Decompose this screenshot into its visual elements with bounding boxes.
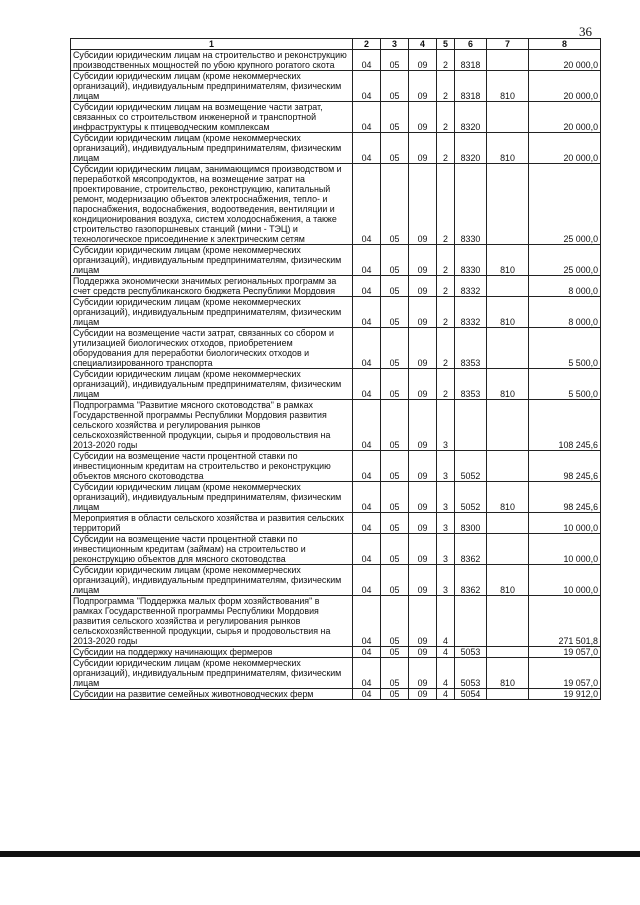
cell-code: 04: [353, 133, 381, 164]
cell-amount: 8 000,0: [529, 276, 601, 297]
cell-amount: 98 245,6: [529, 451, 601, 482]
cell-code: 05: [381, 451, 409, 482]
cell-amount: 25 000,0: [529, 245, 601, 276]
cell-code: [487, 513, 529, 534]
cell-amount: 20 000,0: [529, 133, 601, 164]
table-row: [71, 451, 601, 482]
cell-code: 3: [437, 451, 455, 482]
cell-code: 2: [437, 164, 455, 245]
cell-code: 05: [381, 133, 409, 164]
row-name: Субсидии юридическим лицам (кроме некоммерческих организаций), индивидуальным предпринимателям, физическим лицам: [71, 297, 353, 328]
column-header: 5: [437, 39, 455, 50]
bottom-rule: [0, 851, 640, 857]
row-name: Субсидии юридическим лицам (кроме некоммерческих организаций), индивидуальным предпринимателям, физическим лицам: [71, 245, 353, 276]
cell-amount: 5 500,0: [529, 369, 601, 400]
cell-code: 09: [409, 534, 437, 565]
cell-amount: 8 000,0: [529, 297, 601, 328]
cell-code: 3: [437, 534, 455, 565]
table-row: [71, 369, 601, 400]
cell-code: 8362: [455, 534, 487, 565]
table-row: [71, 50, 601, 71]
cell-code: 04: [353, 565, 381, 596]
cell-code: 04: [353, 164, 381, 245]
cell-code: 8332: [455, 297, 487, 328]
cell-code: 05: [381, 565, 409, 596]
cell-amount: 20 000,0: [529, 102, 601, 133]
cell-code: 09: [409, 133, 437, 164]
cell-code: 09: [409, 50, 437, 71]
cell-code: 810: [487, 133, 529, 164]
row-name: Субсидии юридическим лицам (кроме некоммерческих организаций), индивидуальным предпринимателям, физическим лицам: [71, 658, 353, 689]
cell-code: 09: [409, 565, 437, 596]
table-row: [71, 647, 601, 658]
cell-amount: 271 501,8: [529, 596, 601, 647]
cell-code: 3: [437, 513, 455, 534]
cell-code: 09: [409, 164, 437, 245]
cell-code: 09: [409, 451, 437, 482]
cell-code: 8320: [455, 133, 487, 164]
cell-code: 04: [353, 689, 381, 700]
cell-code: 04: [353, 513, 381, 534]
cell-code: 09: [409, 482, 437, 513]
row-name: Субсидии на поддержку начинающих фермеров: [71, 647, 353, 658]
cell-code: 09: [409, 689, 437, 700]
cell-code: 04: [353, 297, 381, 328]
table-row: [71, 513, 601, 534]
cell-amount: 19 057,0: [529, 658, 601, 689]
cell-amount: 108 245,6: [529, 400, 601, 451]
cell-code: 05: [381, 482, 409, 513]
row-name: Субсидии на возмещение части процентной ставки по инвестиционным кредитам (займам) на строительство и реконструкцию объектов для мясного скотоводства: [71, 534, 353, 565]
table-row: [71, 689, 601, 700]
cell-code: 04: [353, 50, 381, 71]
cell-code: [487, 164, 529, 245]
cell-code: 3: [437, 482, 455, 513]
cell-code: 2: [437, 133, 455, 164]
cell-code: 2: [437, 297, 455, 328]
cell-amount: 25 000,0: [529, 164, 601, 245]
cell-code: [487, 50, 529, 71]
cell-code: 5053: [455, 647, 487, 658]
cell-code: 2: [437, 102, 455, 133]
table-row: [71, 482, 601, 513]
column-header: 7: [487, 39, 529, 50]
cell-code: 2: [437, 328, 455, 369]
cell-code: 5053: [455, 658, 487, 689]
cell-code: [487, 647, 529, 658]
cell-code: 05: [381, 71, 409, 102]
row-name: Подпрограмма "Развитие мясного скотоводства" в рамках Государственной программы Республики Мордовия развития сельского хозяйства и регулирования рынков сельскохозяйственной продукции, сырья и продовольствия на 2013-2020 годы: [71, 400, 353, 451]
cell-code: 810: [487, 658, 529, 689]
table-row: [71, 534, 601, 565]
cell-code: 05: [381, 369, 409, 400]
cell-amount: 19 912,0: [529, 689, 601, 700]
cell-code: 05: [381, 50, 409, 71]
cell-amount: 20 000,0: [529, 71, 601, 102]
cell-code: [487, 102, 529, 133]
column-header: 1: [71, 39, 353, 50]
cell-code: 8318: [455, 71, 487, 102]
cell-code: 05: [381, 400, 409, 451]
row-name: Субсидии юридическим лицам (кроме некоммерческих организаций), индивидуальным предпринимателям, физическим лицам: [71, 71, 353, 102]
cell-code: 5052: [455, 482, 487, 513]
row-name: Субсидии юридическим лицам на строительство и реконструкцию производственных мощностей по убою крупного рогатого скота: [71, 50, 353, 71]
cell-code: 05: [381, 328, 409, 369]
cell-code: 8320: [455, 102, 487, 133]
table-row: [71, 164, 601, 245]
cell-code: 05: [381, 245, 409, 276]
cell-code: [487, 328, 529, 369]
cell-code: 09: [409, 369, 437, 400]
cell-code: 04: [353, 369, 381, 400]
column-header: 3: [381, 39, 409, 50]
row-name: Поддержка экономически значимых региональных программ за счет средств республиканского бюджета Республики Мордовия: [71, 276, 353, 297]
cell-code: [487, 534, 529, 565]
table-row: [71, 102, 601, 133]
cell-code: 04: [353, 328, 381, 369]
page-number: 36: [579, 24, 592, 39]
table-row: [71, 400, 601, 451]
row-name: Субсидии юридическим лицам (кроме некоммерческих организаций), индивидуальным предпринимателям, физическим лицам: [71, 565, 353, 596]
row-name: Субсидии на возмещение части затрат, связанных со сбором и утилизацией биологических отходов, приобретением оборудования для переработки биологических отходов и специализированного транспорта: [71, 328, 353, 369]
cell-amount: 20 000,0: [529, 50, 601, 71]
cell-code: 3: [437, 565, 455, 596]
cell-code: 2: [437, 276, 455, 297]
cell-code: [487, 451, 529, 482]
cell-code: 04: [353, 647, 381, 658]
table-row: [71, 133, 601, 164]
cell-amount: 98 245,6: [529, 482, 601, 513]
budget-table: [70, 38, 601, 700]
cell-code: 09: [409, 328, 437, 369]
table-row: [71, 245, 601, 276]
cell-code: 04: [353, 451, 381, 482]
cell-code: 810: [487, 297, 529, 328]
row-name: Подпрограмма "Поддержка малых форм хозяйствования" в рамках Государственной программы Республики Мордовия развития сельского хозяйства и регулирования рынков сельскохозяйственной продукции, сырья и продовольствия на 2013-2020 годы: [71, 596, 353, 647]
cell-amount: 5 500,0: [529, 328, 601, 369]
cell-code: 04: [353, 245, 381, 276]
table-row: [71, 565, 601, 596]
cell-code: 04: [353, 482, 381, 513]
cell-code: 2: [437, 71, 455, 102]
row-name: Субсидии юридическим лицам, занимающимся производством и переработкой мясопродуктов, на возмещение затрат на проектирование, строительство, реконструкцию, капитальный ремонт, модернизацию объектов электроснабжения, тепло- и пароснабжения, водоснабжения, водоотведения, вентиляции и кондиционирования воздуха, систем холодоснабжения, а также строительство газопоршневых станций (мини - ТЭЦ) и технологическое присоединение к электрическим сетям: [71, 164, 353, 245]
cell-code: 810: [487, 369, 529, 400]
table-row: [71, 276, 601, 297]
cell-code: [487, 689, 529, 700]
cell-code: 8353: [455, 328, 487, 369]
cell-amount: 10 000,0: [529, 534, 601, 565]
cell-code: 2: [437, 245, 455, 276]
cell-code: 810: [487, 565, 529, 596]
cell-code: [455, 596, 487, 647]
table-header-row: [71, 39, 601, 50]
row-name: Субсидии юридическим лицам (кроме некоммерческих организаций), индивидуальным предпринимателям, физическим лицам: [71, 133, 353, 164]
cell-code: 3: [437, 400, 455, 451]
row-name: Субсидии юридическим лицам на возмещение части затрат, связанных со строительством инженерной и транспортной инфраструктуры к птицеводческим комплексам: [71, 102, 353, 133]
cell-amount: 10 000,0: [529, 513, 601, 534]
cell-code: 810: [487, 245, 529, 276]
cell-code: 05: [381, 513, 409, 534]
cell-code: 09: [409, 513, 437, 534]
row-name: Субсидии на развитие семейных животноводческих ферм: [71, 689, 353, 700]
cell-code: 05: [381, 658, 409, 689]
cell-code: 04: [353, 71, 381, 102]
cell-code: 810: [487, 482, 529, 513]
cell-code: 09: [409, 71, 437, 102]
cell-amount: 19 057,0: [529, 647, 601, 658]
cell-code: 05: [381, 596, 409, 647]
cell-code: 5054: [455, 689, 487, 700]
cell-code: 09: [409, 647, 437, 658]
cell-code: 09: [409, 596, 437, 647]
column-header: 2: [353, 39, 381, 50]
cell-code: 8362: [455, 565, 487, 596]
column-header: 8: [529, 39, 601, 50]
table-row: [71, 658, 601, 689]
cell-code: 09: [409, 297, 437, 328]
cell-code: 09: [409, 276, 437, 297]
row-name: Субсидии юридическим лицам (кроме некоммерческих организаций), индивидуальным предпринимателям, физическим лицам: [71, 482, 353, 513]
cell-code: [455, 400, 487, 451]
cell-code: 05: [381, 534, 409, 565]
cell-code: 05: [381, 297, 409, 328]
cell-code: 8330: [455, 164, 487, 245]
cell-code: 09: [409, 245, 437, 276]
column-header: 4: [409, 39, 437, 50]
cell-code: 2: [437, 369, 455, 400]
cell-code: 8332: [455, 276, 487, 297]
cell-code: 04: [353, 534, 381, 565]
cell-code: 04: [353, 658, 381, 689]
column-header: 6: [455, 39, 487, 50]
cell-code: [487, 596, 529, 647]
cell-code: 04: [353, 102, 381, 133]
cell-code: 09: [409, 658, 437, 689]
cell-code: 4: [437, 647, 455, 658]
cell-code: 05: [381, 102, 409, 133]
cell-code: 04: [353, 400, 381, 451]
cell-code: 810: [487, 71, 529, 102]
cell-code: 8353: [455, 369, 487, 400]
cell-code: 05: [381, 647, 409, 658]
cell-code: 4: [437, 596, 455, 647]
table-row: [71, 596, 601, 647]
cell-amount: 10 000,0: [529, 565, 601, 596]
cell-code: 8318: [455, 50, 487, 71]
cell-code: 05: [381, 276, 409, 297]
cell-code: 09: [409, 102, 437, 133]
table-row: [71, 328, 601, 369]
cell-code: 8330: [455, 245, 487, 276]
table-row: [71, 71, 601, 102]
cell-code: 04: [353, 276, 381, 297]
table-row: [71, 297, 601, 328]
cell-code: 09: [409, 400, 437, 451]
cell-code: 4: [437, 658, 455, 689]
cell-code: [487, 400, 529, 451]
cell-code: 4: [437, 689, 455, 700]
cell-code: 2: [437, 50, 455, 71]
cell-code: 8300: [455, 513, 487, 534]
row-name: Субсидии юридическим лицам (кроме некоммерческих организаций), индивидуальным предпринимателям, физическим лицам: [71, 369, 353, 400]
cell-code: [487, 276, 529, 297]
row-name: Мероприятия в области сельского хозяйства и развития сельских территорий: [71, 513, 353, 534]
cell-code: 05: [381, 164, 409, 245]
cell-code: 05: [381, 689, 409, 700]
row-name: Субсидии на возмещение части процентной ставки по инвестиционным кредитам на строительство и реконструкцию объектов мясного скотоводства: [71, 451, 353, 482]
cell-code: 04: [353, 596, 381, 647]
cell-code: 5052: [455, 451, 487, 482]
